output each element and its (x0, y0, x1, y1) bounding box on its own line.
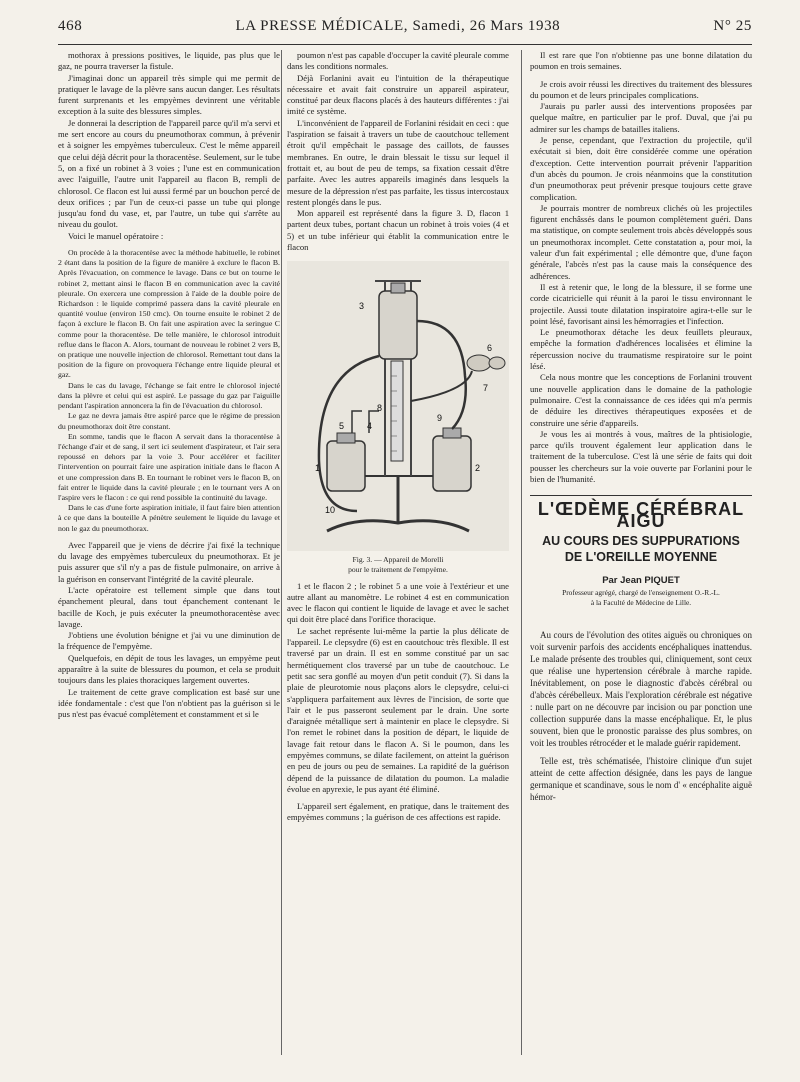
paragraph: Je crois avoir réussi les directives du traitement des blessures du poumon et de leurs principales complications. (530, 78, 752, 100)
paragraph: Dans le cas d'une forte aspiration initiale, il faut faire bien attention à ce que dans la bouteille A pénètre seulement le liquide du lavage et non le gaz du pneumothorax. (58, 503, 280, 533)
paragraph: Telle est, très schématisée, l'histoire clinique d'un sujet atteint de cette affection désignée, dans les pays de langue germanique et scandinave, sous le nom d' « encéphalite aiguë hémor- (530, 756, 752, 803)
paragraph: Je pourrais montrer de nombreux clichés où les projectiles figurent enchâssés dans le poumon complètement guéri. Dans ma statistique, on compte seulement trois abcès développés sous un pneumothorax incomplet. Cette constatation a, pour moi, la valeur d'un fait expérimental ; elle démontre que, d'une façon générale, l'abcès n'est pas la cause mais la conséquence des adhérences. (530, 202, 752, 281)
paragraph: L'acte opératoire est tellement simple que dans tout épanchement pleural, dans tout épanchement contenant le bacille de Koch, je puis exécuter la pneumothoracentèse avec lavage. (58, 584, 280, 629)
header-rule (58, 44, 752, 45)
apparatus-figure (287, 261, 509, 551)
paragraph: Le sachet représente lui-même la partie la plus délicate de l'appareil. Le clepsydre (6) est en caoutchouc très flexible. Il est traversé par un drain. Il est en somme constitué par un sac hermétiquement clos traversé par un tube de caoutchouc. Le petit sac sera gonflé au moyen d'un petit conduit (7). Si dans la plaie de pleurotomie nous plaçons alors le clepsydre, celui-ci s'appliquera parfaitement aux lèvres de l'incision, de sorte que l'air et le pus passeront seulement par le drain. Une sorte d'araignée métallique sert à maintenir en place le clepsydre. Si l'on remet le robinet dans la position de départ, le liquide de lavage fait retour dans le flacon A. Si le poumon, dans les empyèmes communs, se dilate facilement, on atteint la guérison en peu de jours ou peu de semaines. La rapidité de la guérison dépend de la puissance de dilatation du poumon. La maladie évolue en apyrexie, le pus ayant été éliminé. (287, 625, 509, 794)
paragraph: Je vous les ai montrés à vous, maîtres de la phtisiologie, parce qu'ils trouvent également leur application dans le traitement de la tuberculose. C'est là une série de faits qui doit pousser les chercheurs sur la voie ouverte par Forlanini pour le bien de l'humanité. (530, 428, 752, 484)
affiliation-line: à la Faculté de Médecine de Lille. (590, 597, 692, 607)
section-rule (530, 495, 752, 496)
article-byline: Par Jean PIQUET (602, 574, 680, 586)
column-3 (530, 50, 752, 1050)
figure-label: 4 (367, 421, 373, 432)
paragraph: Il est à retenir que, le long de la blessure, il se forme une corde cicatricielle qui réunit à la paroi le tissu environnant le projectile. Aussi toute dilatation inspiratoire agira-t-elle sur le point lésé, favorisant ainsi les hémorragies et l'infection. (530, 281, 752, 326)
figure-label: 10 (325, 505, 336, 516)
paragraph: mothorax à pressions positives, le liquide, pas plus que le gaz, ne pourra traverser la fistule. (58, 50, 280, 72)
column-2 (287, 50, 509, 1050)
paragraph: En somme, tandis que le flacon A servait dans la thoracentèse à l'échange d'air et de sang, il sert ici seulement d'aspirateur, et l'air sera repoussé en dehors par la voie 3. Pour accélérer et faciliter l'intervention on pourrait faire une aspiration initiale dans le flacon A et une compression dans B. En tournant le robinet vers le flacon B, on fait entrer le liquide dans la cavité pleurale ; en le tournant vers A on l'aspire vers le flacon : ce qui rend possible la continuité du lavage. (58, 431, 280, 502)
caption-line: Fig. 3. — Appareil de Morelli (352, 555, 444, 565)
paragraph: Voici le manuel opératoire : (68, 230, 164, 241)
paragraph: Le pneumothorax détache les deux feuillets pleuraux, empêche la formation d'adhérences localisées et élimine la répercussion nocive du traumatisme respiratoire sur le point lésé. (530, 327, 752, 372)
affiliation-line: Professeur agrégé, chargé de l'enseignement O.-R.-L. (562, 588, 720, 598)
paragraph: Je donnerai la description de l'appareil parce qu'il m'a servi et me sert encore au cours du pneumothorax commun, à prévenir et à soigner les empyèmes tuberculeux. C'est le même appareil que celui déjà décrit pour la thoracentèse. Seulement, sur le tube 5, on a fixé un robinet à 3 voies ; l'une est en communication avec l'aiguille, l'autre unit l'appareil au flacon B, rempli de chlorosol. Ce flacon est lui aussi fermé par un bouchon percé de deux orifices ; par l'un de ceux-ci passe un tube qui plonge jusqu'au fond du vase, et, par l'autre, un tube qui s'arrête au niveau du goulot. (58, 117, 280, 230)
figure-label: 7 (483, 383, 489, 394)
paragraph: Je pense, cependant, que l'extraction du projectile, qu'il exécutait si bien, doit être considérée comme une opération d'exception. Cette intervention pourrait prévenir l'apparition d'un abcès du poumon. Je crois néanmoins que la constitution d'un pneumothorax peut prévenir presque toujours cette grave complication. (530, 135, 752, 202)
caption-line: pour le traitement de l'empyème. (348, 564, 448, 574)
paragraph: Cela nous montre que les conceptions de Forlanini trouvent une nouvelle application dans le domaine de la pathologie pulmonaire. C'est la connaissance de ces idées qui m'a permis de déduire les directives thérapeutiques exposées et de construire une série d'appareils. (530, 372, 752, 428)
paragraph: L'appareil sert également, en pratique, dans le traitement des empyèmes communs ; la guérison de ces affections est rapide. (287, 801, 509, 823)
paragraph: L'inconvénient de l'appareil de Forlanini résidait en ceci : que l'aspiration se faisait à travers un tube de caoutchouc tellement étroit qu'il empêchait le passage des caillots, de fausses membranes. En outre, le drain blessait le tissu sur lequel il frottait et, au bout de peu de temps, sa fixation cessait d'être parfaite. Avec les autres appareils imaginés dans lesquels la mesure de la dépression n'est pas parfaite, les tissus intercostaux restent plongés dans le pus. (287, 117, 509, 207)
paragraph: Déjà Forlanini avait eu l'intuition de la thérapeutique nécessaire et avait fait construire un appareil aspirateur, constitué par deux flacons placés à des hauteurs différentes : j'ai imité ce système. (287, 72, 509, 117)
author-affiliation (530, 588, 752, 607)
figure-label: 3 (359, 301, 365, 312)
subtitle-line: AU COURS DES SUPPURATIONS (542, 533, 740, 548)
paragraph: J'obtiens une évolution bénigne et j'ai vu une diminution de la fréquence de l'empyème. (58, 630, 280, 652)
paragraph: Mon appareil est représenté dans la figure 3. D, flacon 1 partent deux tubes, portant chacun un robinet à trois voies (4 et 5) et un tube inférieur qui établit la communication entre le flacon (287, 208, 509, 253)
article-title: L'ŒDÈME CÉRÉBRAL AIGU (537, 499, 745, 531)
figure-label: 1 (315, 463, 321, 474)
figure-label: 9 (437, 413, 443, 424)
figure-label: 8 (377, 403, 383, 414)
apparatus-illustration (287, 261, 509, 551)
figure-caption (287, 555, 509, 574)
paragraph: Il est rare que l'on n'obtienne pas une bonne dilatation du poumon en trois semaines. (530, 50, 752, 72)
paragraph: 1 et le flacon 2 ; le robinet 5 a une voie à l'extérieur et une autre allant au manomètre. Le robinet 4 est en communication avec le flacon qui contient le liquide de lavage et avec le sachet qui doit être placé dans l'orifice thoracique. (287, 580, 509, 625)
subtitle-line: DE L'OREILLE MOYENNE (564, 549, 718, 564)
paragraph: Avec l'appareil que je viens de décrire j'ai fixé la technique du lavage des empyèmes tuberculeux du pneumothorax. Et je puis assurer que s'il n'y a pas de fistule pulmonaire, on arrive à la guérison en conservant l'intégrité de la cavité pleurale. (58, 539, 280, 584)
paragraph: Le traitement de cette grave complication est basé sur une idée fondamentale : c'est que l'on n'obtient pas la guérison si le pus n'est pas évacué complètement et constamment et si le (58, 686, 280, 720)
page-header (58, 18, 752, 40)
paragraph: Le gaz ne devra jamais être aspiré parce que le régime de pression du pneumothorax doit être constant. (58, 411, 280, 431)
figure-label: 6 (487, 343, 493, 354)
paragraph: J'imaginai donc un appareil très simple qui me permit de pratiquer le lavage de la plèvre sans aucun danger. Les résultats furent surprenants et les empyèmes devinrent une véritable exception à la suite des blessures simples. (58, 72, 280, 117)
page-number: 468 (58, 18, 83, 34)
column-divider (281, 50, 282, 1055)
paragraph: On procède à la thoracentèse avec la méthode habituelle, le robinet 2 étant dans la position de la figure de manière à exclure le flacon B. Après l'évacuation, on commence le lavage. Dans ce but on tourne le robinet 2, mettant ainsi le flacon B en communication avec la cavité pleurale. On exercera une compression à l'aide de la double poire de Richardson : le liquide comprimé passera dans la cavité pleurale en quantité voulue (environ 150 cmc). On tourne ensuite le robinet 2 de façon à exclure le flacon B. On fait une aspiration avec la seringue C comme pour la thoracentèse. De telle manière, le chlorosol introduit reflue dans le flacon A. Alors, tournant de nouveau le robinet 2 vers B, on pratique une nouvelle injection de chlorosol. Remettant tout dans la position de la figure on provoquera l'échange entre liquide pleural et gaz. (58, 248, 280, 380)
column-1 (58, 50, 280, 1050)
article-subtitle (530, 533, 752, 565)
paragraph: Quelquefois, en dépit de tous les lavages, un empyème peut apparaître à la suite de blessures du poumon, et cela se produit toujours dans les plaies thoraciques largement ouvertes. (58, 652, 280, 686)
article-body (530, 629, 752, 803)
column-divider (521, 50, 522, 1055)
figure-label: 5 (339, 421, 345, 432)
paragraph: poumon n'est pas capable d'occuper la cavité pleurale comme dans les conditions normales. (287, 50, 509, 72)
paragraph: Au cours de l'évolution des otites aiguës ou chroniques on voit survenir parfois des accidents encéphaliques inattendus. Le malade présente des troubles qui, cliniquement, sont ceux que réalise une hypertension cérébrale à marche rapide. Inévitablement, on pose le diagnostic d'abcès cérébral ou d'abcès cérébelleux. Mais l'exploration cérébrale est négative : nulle part on ne découvre par incision ou par ponction une collection suppurée dans la masse encéphalique. Et, le plus souvent, bien que le pronostic paraisse des plus sombres, on voit les troubles rétrocéder et le malade guérir rapidement. (530, 630, 752, 749)
journal-title: LA PRESSE MÉDICALE, Samedi, 26 Mars 1938 (235, 18, 561, 34)
paragraph: J'aurais pu parler aussi des interventions proposées par quelque maître, en particulier par le prof. Duval, que j'ai pu admirer sur les champs de batailles italiens. (530, 101, 752, 134)
figure-label: 2 (475, 463, 481, 474)
issue-number: N° 25 (713, 18, 752, 34)
paragraph: Dans le cas du lavage, l'échange se fait entre le chlorosol injecté dans la plèvre et celui qui est aspiré. Le passage du gaz par l'aiguille pendant l'aspiration annoncera la fin de l'évacuation du chlorosol. (58, 380, 280, 411)
